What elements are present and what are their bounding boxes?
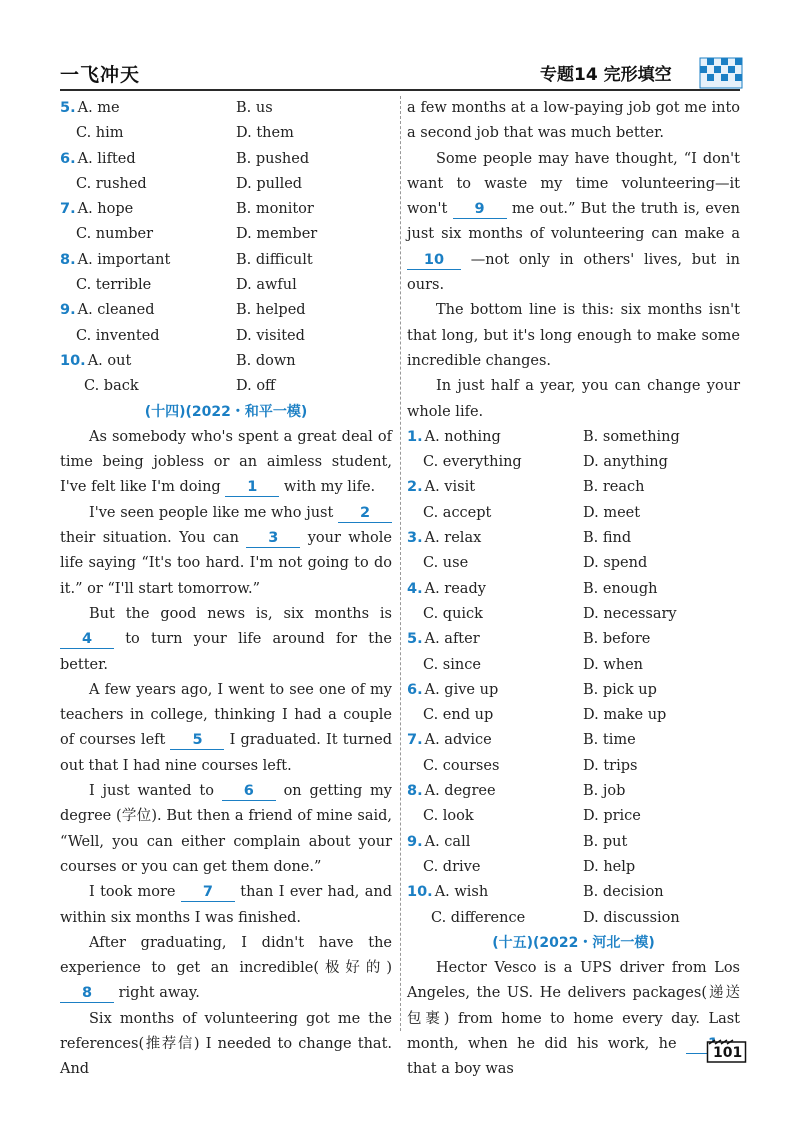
option-a[interactable] <box>60 374 139 399</box>
option-row <box>407 450 740 475</box>
option-row <box>407 577 740 602</box>
option-a[interactable] <box>407 501 491 526</box>
option-a[interactable] <box>407 475 475 500</box>
question-number: 8. <box>60 251 76 268</box>
header-divider <box>60 89 740 91</box>
blank-6[interactable]: 6 <box>222 782 276 801</box>
option-b[interactable]: B. pick up <box>583 681 657 698</box>
option-text: A. after <box>424 631 480 648</box>
passage-paragraph: I just wanted to 6 on getting my degree (学位). But then a friend of mine said, “Well, you can either complain about your courses or you can get them done.” <box>60 783 392 875</box>
option-b[interactable]: D. price <box>583 808 641 825</box>
option-b[interactable]: B. enough <box>583 580 658 597</box>
option-text: C. number <box>76 226 154 243</box>
option-b[interactable]: D. member <box>236 226 318 243</box>
section-15-title: (十五)(2022・河北一模) <box>492 934 655 951</box>
option-text: C. back <box>84 378 139 395</box>
left-column <box>60 96 392 1078</box>
option-a[interactable] <box>407 703 493 728</box>
option-b[interactable]: D. pulled <box>236 175 303 192</box>
column-divider <box>400 96 402 1031</box>
option-text: A. lifted <box>77 150 136 167</box>
option-b[interactable]: B. monitor <box>236 201 314 218</box>
brand-logo: 一飞冲天 <box>60 64 141 86</box>
option-row <box>407 653 740 678</box>
option-text: A. hope <box>77 201 134 218</box>
option-a[interactable] <box>60 172 147 197</box>
blank-1[interactable]: 1 <box>225 478 279 497</box>
option-b[interactable]: D. help <box>583 858 636 875</box>
option-row <box>407 627 740 652</box>
passage-paragraph: After graduating, I didn't have the experience to get an incredible(极好的) 8 right away. <box>60 934 392 1002</box>
option-b[interactable]: B. pushed <box>236 150 310 167</box>
option-text: A. me <box>77 100 120 116</box>
left-options-list <box>60 96 392 400</box>
option-row <box>407 475 740 500</box>
passage-paragraph: As somebody who's spent a great deal of time being jobless or an aimless student, I've felt like I'm doing 1 with my life. <box>60 428 392 496</box>
option-a[interactable] <box>407 880 488 905</box>
section-14-title: (十四)(2022・和平一模) <box>144 403 308 420</box>
option-text: C. end up <box>423 707 494 724</box>
option-row <box>60 121 392 146</box>
passage-paragraph: But the good news is, six months is 4 to turn your life around for the better. <box>60 605 392 673</box>
option-row <box>407 551 740 576</box>
option-b[interactable]: D. spend <box>583 555 648 572</box>
passage-paragraph: A few years ago, I went to see one of my teachers in college, thinking I had a couple of courses left 5 I graduated. It turned out that I had nine courses left. <box>60 681 392 774</box>
option-text: A. degree <box>424 783 496 800</box>
option-b[interactable]: D. discussion <box>583 909 680 926</box>
option-a[interactable] <box>407 450 522 475</box>
option-b[interactable]: D. meet <box>583 504 641 521</box>
option-a[interactable] <box>60 324 160 349</box>
topic-title: 专题14 完形填空 <box>540 65 672 85</box>
option-text: A. ready <box>424 580 486 597</box>
option-row <box>60 248 392 273</box>
question-number: 7. <box>407 732 423 749</box>
question-number: 5. <box>60 100 76 116</box>
option-row <box>407 855 740 880</box>
option-a[interactable] <box>407 551 468 576</box>
option-text: A. wish <box>434 884 489 901</box>
question-number: 6. <box>407 681 423 698</box>
right-column <box>407 96 740 1083</box>
option-b[interactable]: B. before <box>583 631 651 648</box>
option-b[interactable]: B. something <box>583 428 680 445</box>
option-text: C. since <box>423 656 481 673</box>
option-b[interactable]: D. necessary <box>583 605 677 622</box>
option-b[interactable]: D. when <box>583 656 643 673</box>
blank-3[interactable]: 3 <box>246 529 300 548</box>
option-text: A. call <box>424 833 471 850</box>
option-b[interactable]: D. make up <box>583 707 667 724</box>
option-row <box>407 678 740 703</box>
option-a[interactable] <box>407 526 481 551</box>
option-b[interactable]: D. off <box>236 378 276 395</box>
option-b[interactable]: B. us <box>236 100 273 116</box>
option-text: C. look <box>423 808 474 825</box>
option-text: A. cleaned <box>77 302 155 319</box>
option-a[interactable] <box>407 678 498 703</box>
option-text: A. advice <box>424 732 492 749</box>
option-row <box>60 222 392 247</box>
option-b[interactable]: B. job <box>583 783 626 800</box>
option-row <box>407 906 740 931</box>
option-text: C. drive <box>423 858 481 875</box>
option-a[interactable] <box>407 830 470 855</box>
option-a[interactable] <box>407 855 480 880</box>
question-number: 10. <box>407 884 433 901</box>
option-b[interactable]: D. awful <box>236 277 297 294</box>
option-a[interactable] <box>407 804 474 829</box>
passage-paragraph: I took more 7 than I ever had, and within six months I was finished. <box>60 884 392 926</box>
option-text: A. out <box>87 352 132 369</box>
option-text: A. give up <box>424 681 499 698</box>
blank-7[interactable]: 7 <box>181 883 235 902</box>
option-text: A. relax <box>424 530 482 547</box>
option-b[interactable]: B. decision <box>583 884 664 901</box>
option-a[interactable] <box>60 222 153 247</box>
option-text: A. important <box>77 251 171 268</box>
option-text: C. him <box>76 125 124 142</box>
blank-8[interactable]: 8 <box>60 984 114 1003</box>
option-text: C. terrible <box>76 277 152 294</box>
blank-9[interactable]: 9 <box>453 200 507 219</box>
option-a[interactable] <box>60 96 120 121</box>
option-text: C. rushed <box>76 175 147 192</box>
page-number: 101 <box>707 1040 747 1066</box>
page-header <box>0 0 800 95</box>
option-b[interactable]: D. visited <box>236 327 305 344</box>
option-a[interactable] <box>407 728 492 753</box>
option-b[interactable]: B. difficult <box>236 251 313 268</box>
passage-paragraph: I've seen people like me who just 2 their situation. You can 3 your whole life saying “It's too hard. I'm not going to do it.” or “I'll start tomorrow.” <box>60 504 392 597</box>
option-a[interactable] <box>407 627 480 652</box>
blank-10[interactable]: 10 <box>407 251 461 270</box>
option-b[interactable]: B. helped <box>236 302 306 319</box>
option-a[interactable] <box>407 577 486 602</box>
passage-paragraph: Some people may have thought, “I don't want to waste my time volunteering—it won't 9 me out.” But the truth is, even just six months of volunteering can make a 10 —not only in others' lives, but in ours. <box>407 150 740 294</box>
question-number: 8. <box>407 783 423 800</box>
option-text: C. courses <box>423 757 500 774</box>
passage-paragraph: The bottom line is this: six months isn't that long, but it's long enough to make some incredible changes. <box>407 302 740 369</box>
option-a[interactable] <box>407 602 483 627</box>
question-number: 4. <box>407 580 423 597</box>
option-row <box>407 754 740 779</box>
option-row <box>60 298 392 323</box>
option-row <box>60 197 392 222</box>
option-b[interactable]: B. down <box>236 352 296 369</box>
option-a[interactable] <box>60 273 151 298</box>
option-b[interactable]: B. reach <box>583 479 645 496</box>
option-row <box>407 703 740 728</box>
checker-decoration-icon <box>700 58 742 88</box>
option-text: C. use <box>423 555 469 572</box>
passage-paragraph: Six months of volunteering got me the references(推荐信) I needed to change that. And <box>60 1010 392 1078</box>
option-a[interactable] <box>407 425 501 450</box>
option-row <box>60 374 392 399</box>
option-row <box>407 425 740 450</box>
question-number: 2. <box>407 479 423 496</box>
option-a[interactable] <box>407 906 525 931</box>
option-text: C. everything <box>423 454 522 471</box>
option-row <box>60 324 392 349</box>
option-b[interactable]: B. put <box>583 833 628 850</box>
blank-2[interactable]: 2 <box>338 504 392 523</box>
option-a[interactable] <box>407 754 499 779</box>
option-row <box>407 779 740 804</box>
option-a[interactable] <box>407 653 481 678</box>
question-number: 10. <box>60 352 86 369</box>
option-row <box>407 804 740 829</box>
option-b[interactable]: B. time <box>583 732 636 749</box>
question-number: 1. <box>407 428 423 445</box>
option-a[interactable] <box>60 298 155 323</box>
option-b[interactable]: D. trips <box>583 757 638 774</box>
option-b[interactable]: D. anything <box>583 454 668 471</box>
right-options-list <box>407 425 740 931</box>
question-number: 5. <box>407 631 423 648</box>
option-row <box>407 501 740 526</box>
question-number: 7. <box>60 201 76 218</box>
option-row <box>407 728 740 753</box>
option-row <box>60 147 392 172</box>
question-number: 9. <box>60 302 76 319</box>
option-row <box>60 96 392 121</box>
passage-paragraph: Hector Vesco is a UPS driver from Los Angeles, the US. He delivers packages(递送包裹) from home to home every day. Last month, when he did his work, he that a boy was <box>407 960 740 1078</box>
option-text: C. quick <box>423 605 483 622</box>
option-row <box>407 830 740 855</box>
option-text: A. visit <box>424 479 476 496</box>
option-a[interactable] <box>60 248 170 273</box>
option-a[interactable] <box>60 197 133 222</box>
option-a[interactable] <box>60 121 124 146</box>
option-row <box>60 273 392 298</box>
question-number: 3. <box>407 530 423 547</box>
option-text: C. difference <box>431 909 526 926</box>
option-row <box>407 880 740 905</box>
question-number: 9. <box>407 833 423 850</box>
option-a[interactable] <box>60 147 136 172</box>
blank-5[interactable]: 5 <box>170 731 224 750</box>
passage-paragraph-continued: a few months at a low-paying job got me into a second job that was much better. <box>407 100 740 142</box>
option-b[interactable]: B. find <box>583 530 632 547</box>
option-row <box>407 602 740 627</box>
blank-4[interactable]: 4 <box>60 630 114 649</box>
option-a[interactable] <box>60 349 131 374</box>
option-text: C. invented <box>76 327 160 344</box>
option-row <box>407 526 740 551</box>
option-b[interactable]: D. them <box>236 125 294 142</box>
option-text: C. accept <box>423 504 492 521</box>
option-text: A. nothing <box>424 428 501 445</box>
option-row <box>60 172 392 197</box>
option-a[interactable] <box>407 779 496 804</box>
question-number: 6. <box>60 150 76 167</box>
passage-paragraph: In just half a year, you can change your whole life. <box>407 378 740 420</box>
option-row <box>60 349 392 374</box>
